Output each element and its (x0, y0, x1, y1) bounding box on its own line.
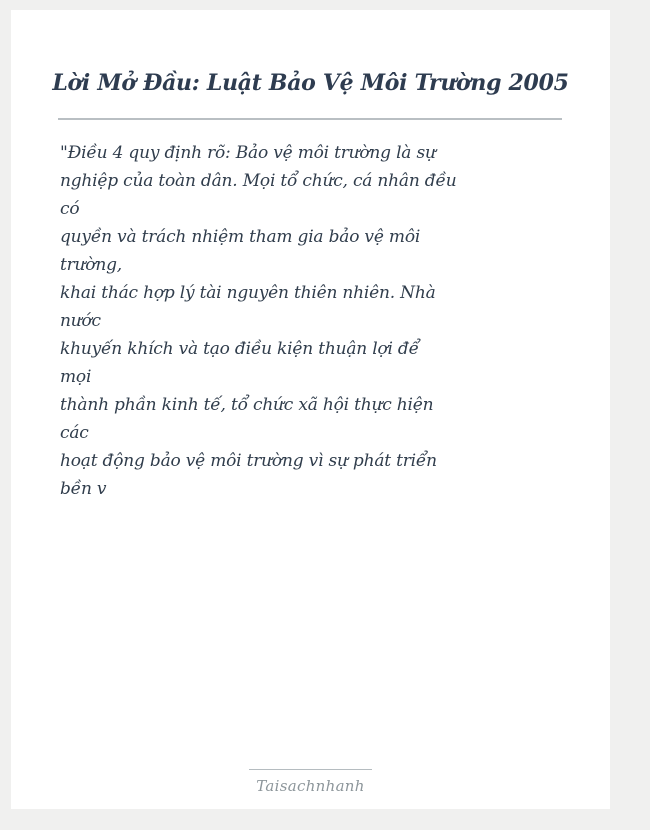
body-line: bền v (60, 479, 107, 499)
footer-rule (249, 769, 372, 770)
body-line: các (60, 423, 89, 443)
body-line: khuyến khích và tạo điều kiện thuận lợi để (60, 339, 419, 359)
document-body (60, 139, 570, 503)
body-line: "Điều 4 quy định rõ: Bảo vệ môi trường là sự (60, 143, 436, 163)
body-line: có (60, 199, 80, 219)
body-line: quyền và trách nhiệm tham gia bảo vệ môi (60, 227, 421, 247)
body-line: trường, (60, 255, 122, 275)
document-page (11, 10, 610, 809)
footer-brand: Taisachnhanh (256, 777, 365, 795)
body-line: hoạt động bảo vệ môi trường vì sự phát triển (60, 451, 437, 471)
page-title: Lời Mở Đầu: Luật Bảo Vệ Môi Trường 2005 (52, 70, 569, 96)
body-line: nước (60, 311, 101, 331)
body-line: khai thác hợp lý tài nguyên thiên nhiên. Nhà (60, 283, 436, 303)
page-footer (11, 769, 610, 797)
title-rule (58, 118, 562, 120)
body-line: nghiệp của toàn dân. Mọi tổ chức, cá nhân đều (60, 171, 457, 191)
body-line: mọi (60, 367, 92, 387)
body-line: thành phần kinh tế, tổ chức xã hội thực hiện (60, 395, 434, 415)
